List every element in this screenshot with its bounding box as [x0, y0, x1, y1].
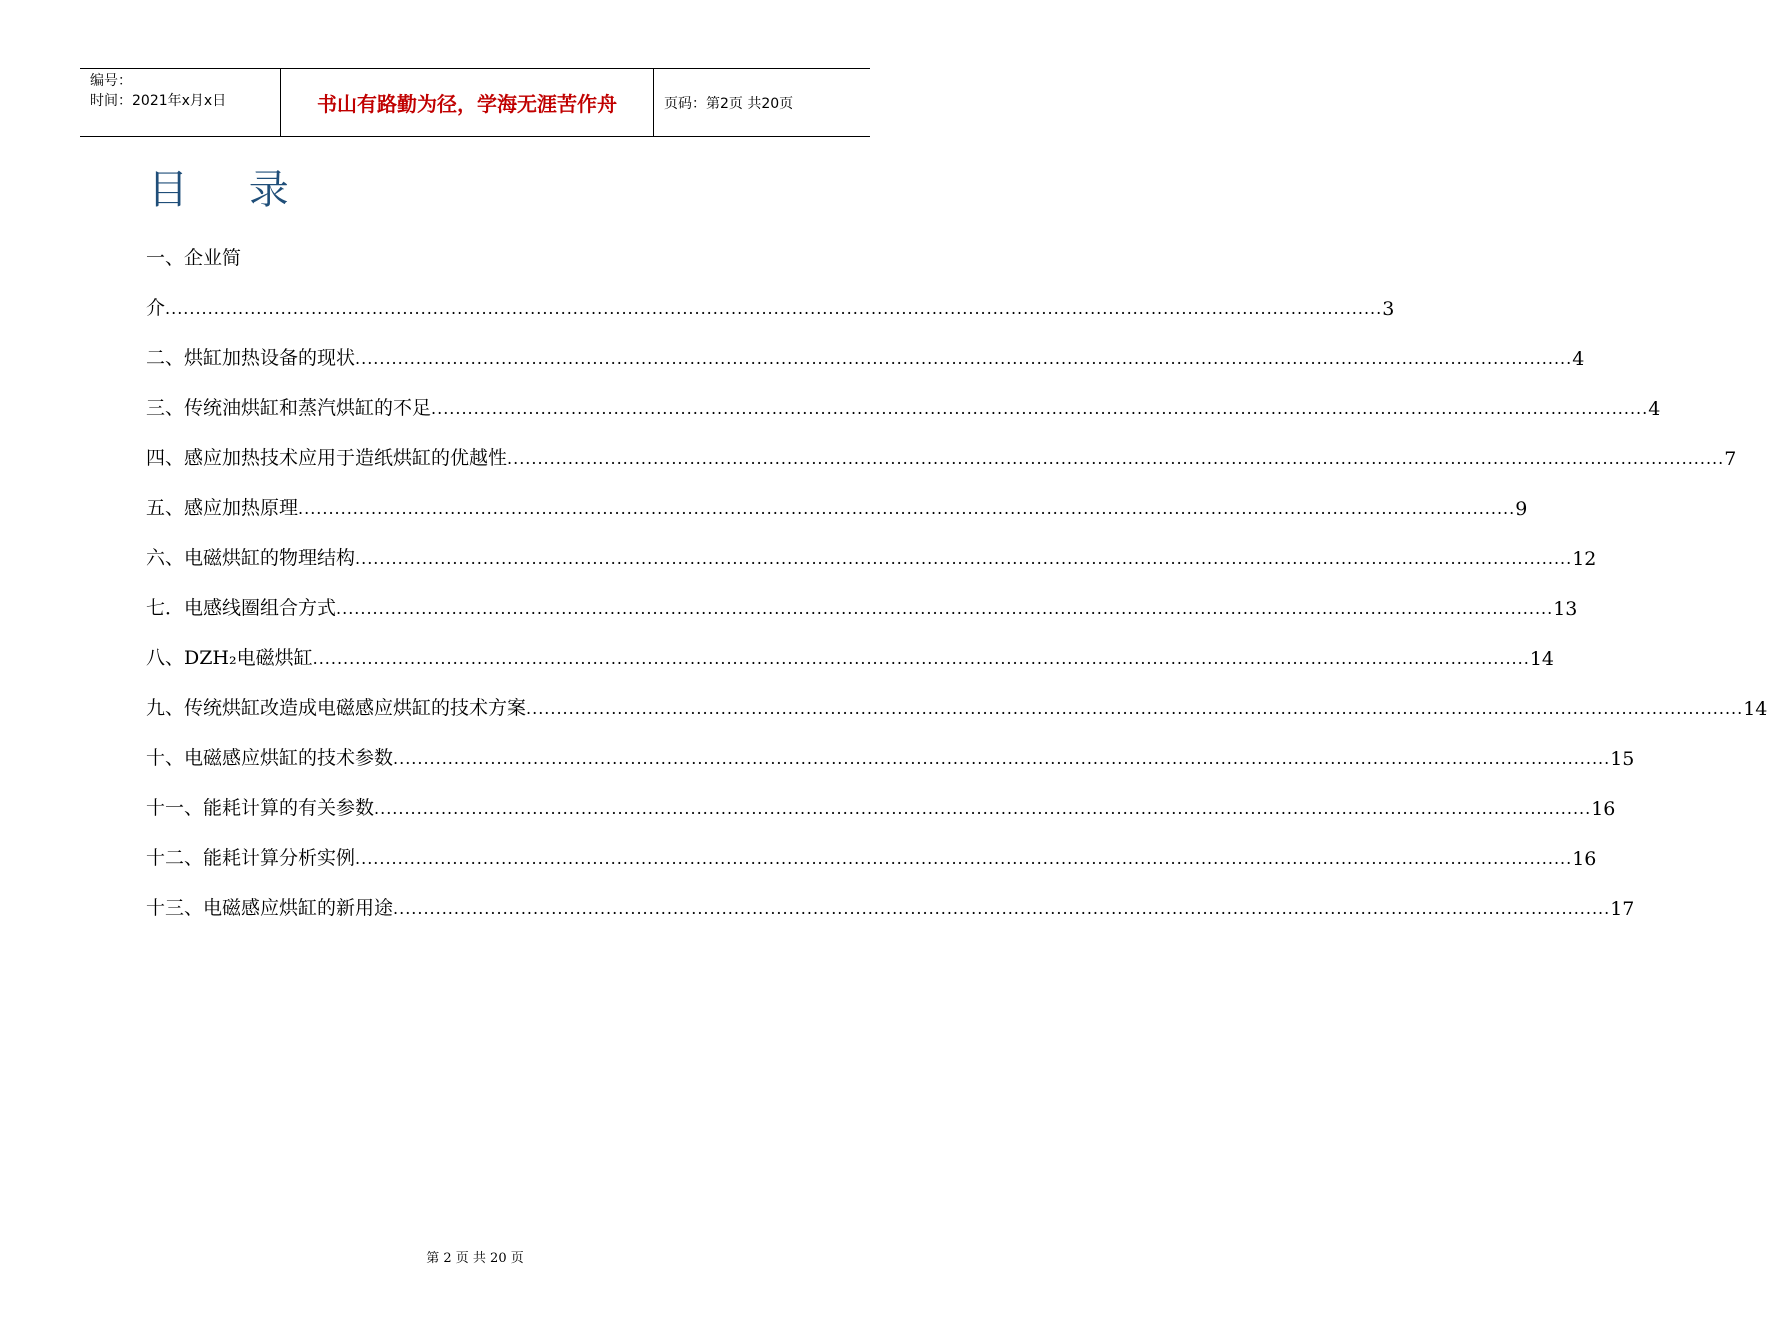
toc-leader-dots: ........................................................................................................................................................................................................: [165, 299, 1383, 318]
toc-entry[interactable]: [146, 790, 1616, 820]
toc-entry-label: 十三、电磁感应烘缸的新用途: [146, 897, 394, 919]
toc-entry[interactable]: [146, 240, 241, 270]
toc-leader-dots: ........................................................................................................................................................................................................: [393, 899, 1611, 918]
toc-entry-page: 4: [1572, 348, 1585, 370]
toc-entry-label: 三、传统油烘缸和蒸汽烘缸的不足: [146, 397, 432, 419]
toc-entry-label: 五、感应加热原理: [146, 497, 299, 519]
toc-entry[interactable]: [146, 540, 1597, 570]
toc-entry[interactable]: [146, 490, 1528, 520]
toc-entry-page: 14: [1529, 648, 1554, 670]
toc-entry[interactable]: [146, 440, 1737, 470]
header-info-cell: [80, 69, 281, 136]
toc-entry-label: 介: [146, 297, 166, 319]
toc-entry-label: 二、烘缸加热设备的现状: [146, 347, 356, 369]
toc-entry-page: 16: [1591, 798, 1616, 820]
toc-entry-page: 4: [1648, 398, 1661, 420]
toc-entry-label: 六、电磁烘缸的物理结构: [146, 547, 356, 569]
toc-entry-page: 15: [1610, 748, 1635, 770]
toc-entry-page: 17: [1610, 898, 1635, 920]
toc-entry[interactable]: [146, 840, 1597, 870]
toc-entry[interactable]: [146, 740, 1635, 770]
toc-entry-page: 7: [1724, 448, 1737, 470]
toc-entry-label: 一、企业简: [146, 247, 242, 269]
page-header: [80, 68, 870, 137]
toc-entry[interactable]: [146, 290, 1395, 320]
page-footer: 第 2 页 共 20 页: [426, 1251, 524, 1266]
toc-entry-label: 七．电感线圈组合方式: [146, 597, 337, 619]
toc-leader-dots: ........................................................................................................................................................................................................: [507, 449, 1725, 468]
toc-leader-dots: ........................................................................................................................................................................................................: [336, 599, 1554, 618]
toc-entry[interactable]: [146, 590, 1578, 620]
toc-entry-label: 十、电磁感应烘缸的技术参数: [146, 747, 394, 769]
toc-entry[interactable]: [146, 890, 1635, 920]
toc-entry[interactable]: [146, 690, 1767, 720]
number-label: 编号：: [90, 73, 132, 89]
toc-leader-dots: ........................................................................................................................................................................................................: [298, 499, 1516, 518]
toc-entry-label: 九、传统烘缸改造成电磁感应烘缸的技术方案: [146, 697, 527, 719]
toc-leader-dots: ........................................................................................................................................................................................................: [355, 549, 1573, 568]
toc-entry-label: 十一、能耗计算的有关参数: [146, 797, 375, 819]
toc-entry-page: 13: [1553, 598, 1578, 620]
toc-leader-dots: ........................................................................................................................................................................................................: [355, 349, 1573, 368]
time-label: 时间：2021年x月x日: [90, 93, 227, 109]
toc-entry[interactable]: [146, 390, 1661, 420]
header-page-label: 页码：第2页 共20页: [664, 95, 794, 112]
toc-entry[interactable]: [146, 640, 1554, 670]
toc-title: 目 录: [148, 167, 313, 213]
toc-entry-page: 16: [1572, 848, 1597, 870]
toc-leader-dots: ........................................................................................................................................................................................................: [431, 399, 1649, 418]
toc-leader-dots: ........................................................................................................................................................................................................: [374, 799, 1592, 818]
toc-leader-dots: ........................................................................................................................................................................................................: [312, 649, 1530, 668]
toc-leader-dots: ........................................................................................................................................................................................................: [526, 699, 1744, 718]
header-motto: 书山有路勤为径，学海无涯苦作舟: [281, 69, 654, 136]
toc-entry-page: 14: [1743, 698, 1767, 720]
toc-entry-label: 八、DZH₂电磁烘缸: [146, 647, 313, 669]
toc-entry[interactable]: [146, 340, 1585, 370]
toc-entry-page: 12: [1572, 548, 1597, 570]
toc-leader-dots: ........................................................................................................................................................................................................: [393, 749, 1611, 768]
toc-entry-label: 四、感应加热技术应用于造纸烘缸的优越性: [146, 447, 508, 469]
toc-entry-page: 9: [1515, 498, 1528, 520]
toc-entry-page: 3: [1382, 298, 1395, 320]
toc-entry-label: 十二、能耗计算分析实例: [146, 847, 356, 869]
toc-leader-dots: ........................................................................................................................................................................................................: [355, 849, 1573, 868]
